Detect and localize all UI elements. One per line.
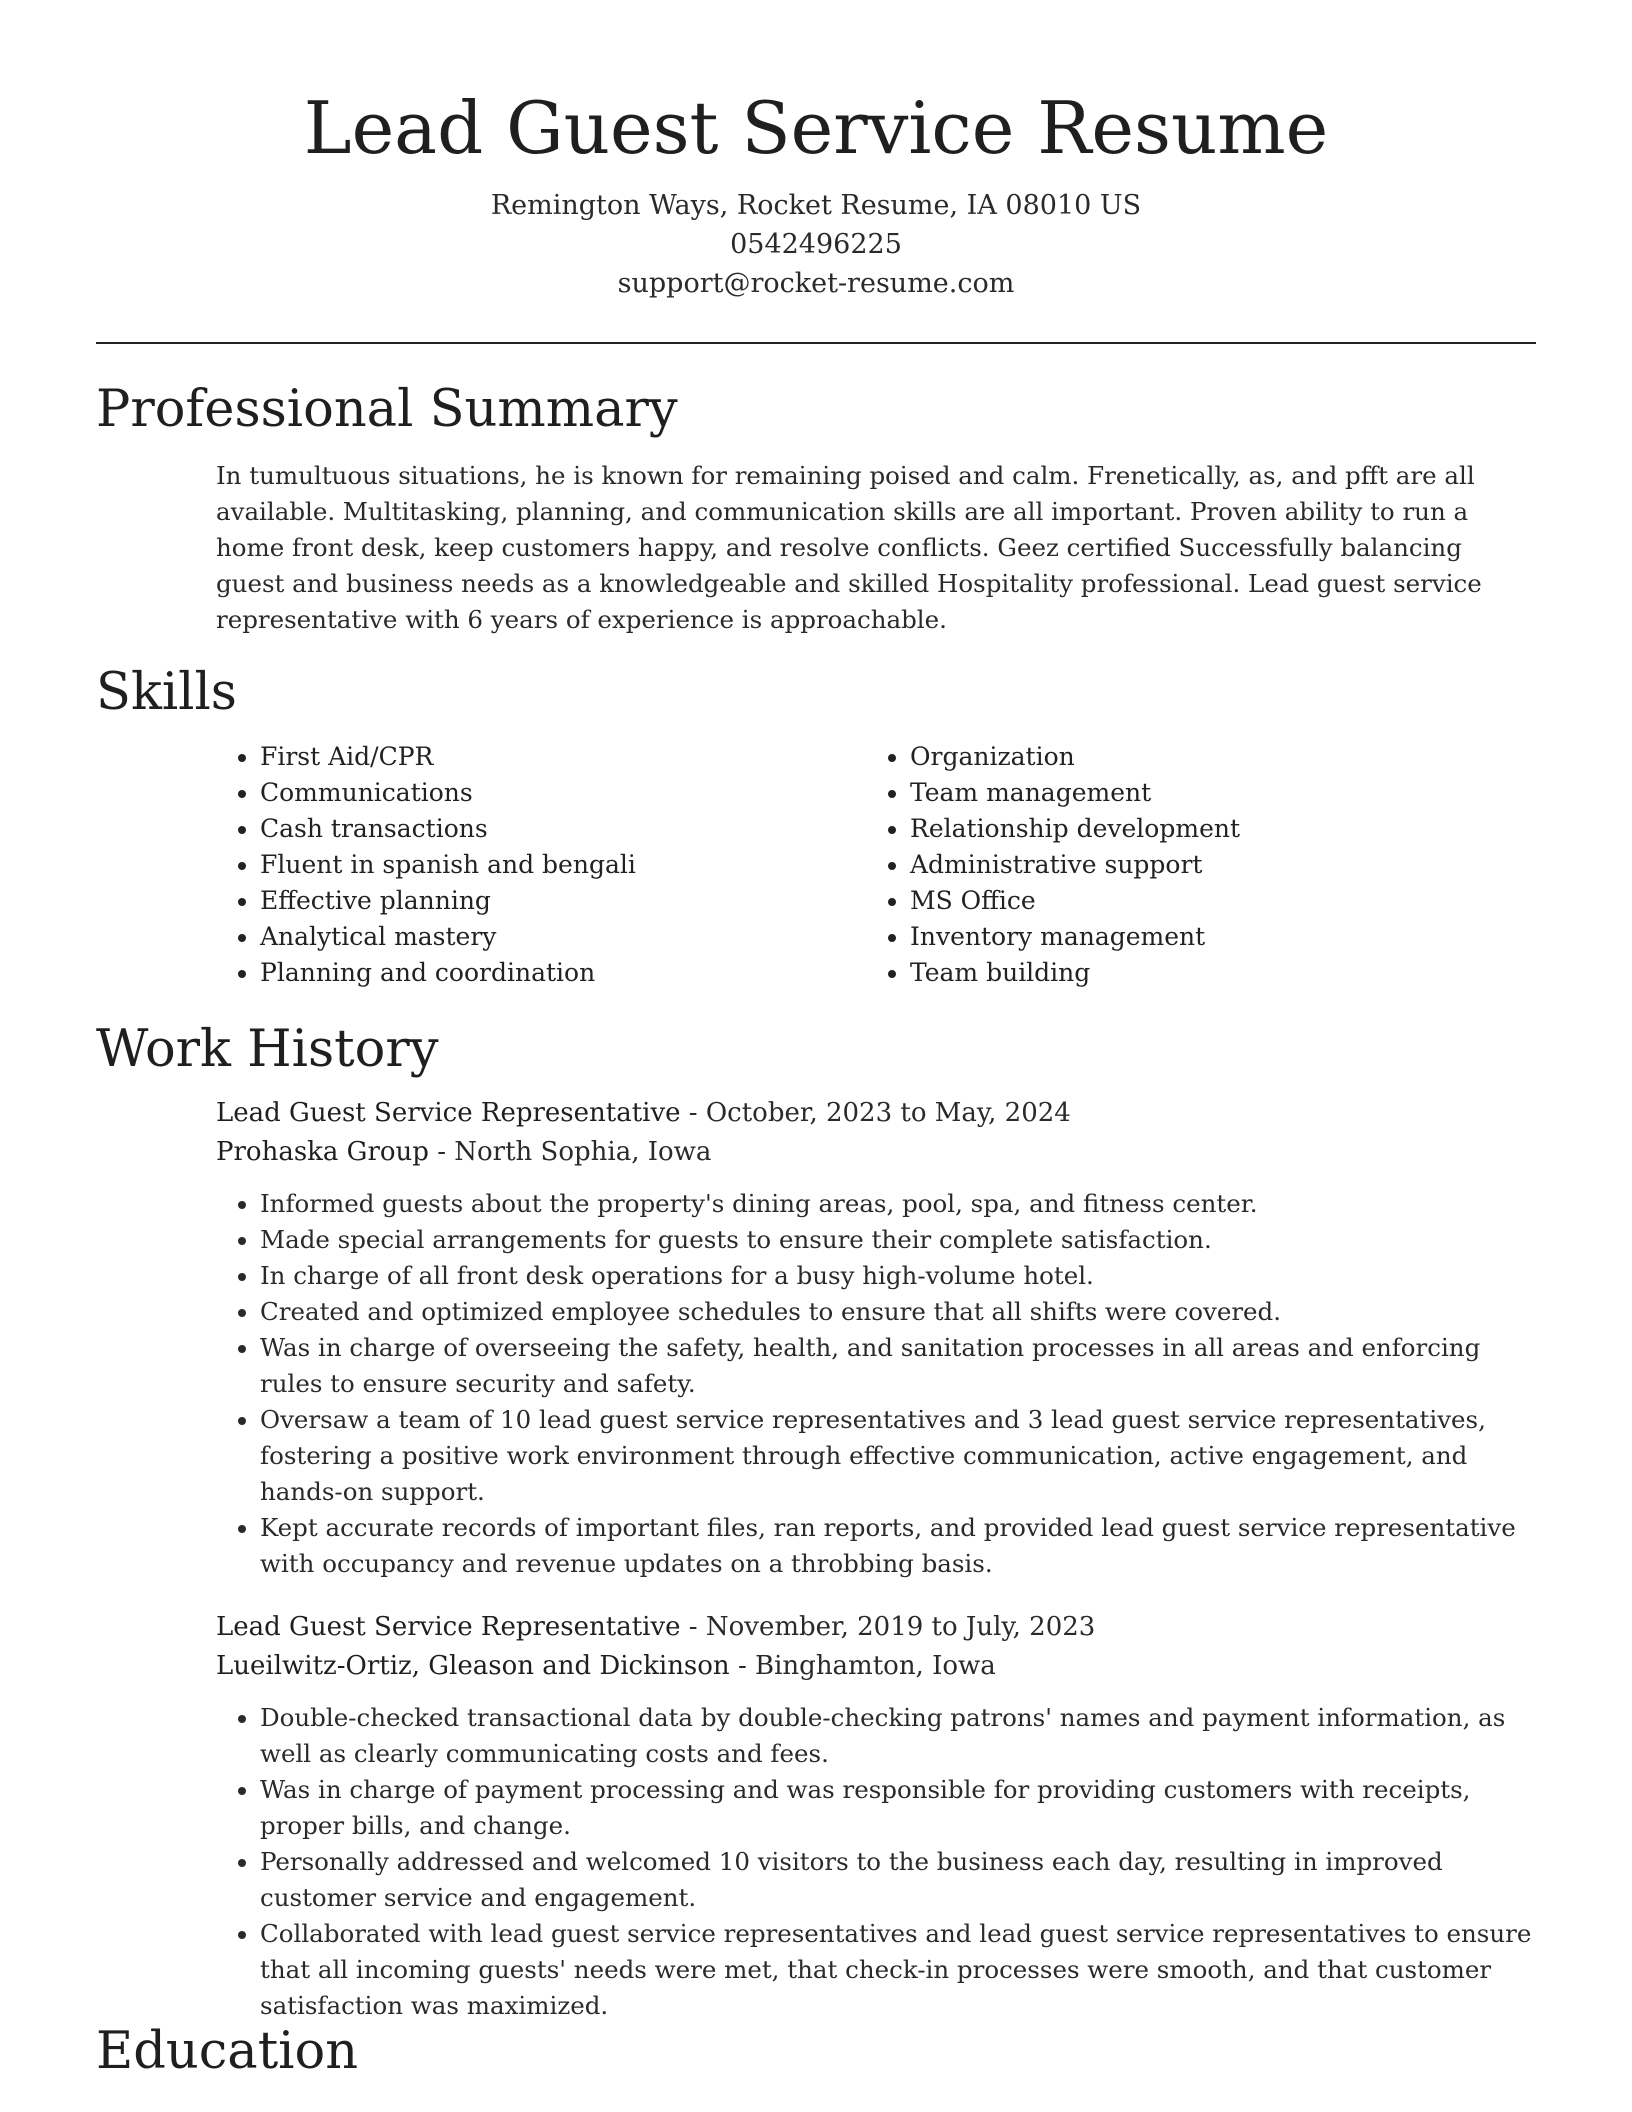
summary-section [96,380,1536,638]
contact-address: Remington Ways, Rocket Resume, IA 08010 US [490,190,1142,221]
job-duty: • Oversaw a team of 10 lead guest service representatives and 3 lead guest service representatives, fostering a positive work environment through effective communication, active engagement, and hands-on support. [260,1402,1536,1510]
job-title-line [216,1094,1536,1133]
job-duties-list [216,1186,1536,1582]
skill-item: • Cash transactions [260,811,746,847]
contact-phone: 0542496225 [730,229,902,260]
skill-item: • Relationship development [910,811,1396,847]
resume-title: Lead Guest Service Resume [303,86,1329,170]
job-duty: • Personally addressed and welcomed 10 visitors to the business each day, resulting in improved customer service and engagement. [260,1844,1536,1916]
skill-item: • Administrative support [910,847,1396,883]
skills-list-left [96,739,746,991]
skill-item: • Inventory management [910,919,1396,955]
job-duty: • Made special arrangements for guests to ensure their complete satisfaction. [260,1222,1536,1258]
skills-list-right [746,739,1396,991]
job-location: - North Sophia, Iowa [428,1137,712,1167]
job-duty: • Double-checked transactional data by double-checking patrons' names and payment information, as well as clearly communicating costs and fees. [260,1700,1536,1772]
skill-item: • First Aid/CPR [260,739,746,775]
skills-columns [96,739,1536,991]
skill-item: • Team management [910,775,1396,811]
resume-header [0,0,1632,303]
job-duty: • Was in charge of overseeing the safety, health, and sanitation processes in all areas and enforcing rules to ensure security and safety. [260,1330,1536,1402]
work-history-section [96,1020,1536,2024]
contact-email: support@rocket-resume.com [617,268,1015,299]
job-company: Prohaska Group [216,1137,429,1167]
job-duty: • Created and optimized employee schedules to ensure that all shifts were covered. [260,1294,1536,1330]
skills-heading: Skills [96,663,237,722]
skill-item: • Organization [910,739,1396,775]
header-divider [96,342,1536,344]
job-entry [216,1094,1536,1582]
skill-item: • MS Office [910,883,1396,919]
skills-section [96,663,1536,991]
job-location: - Binghamton, Iowa [729,1651,996,1681]
job-duty: • Informed guests about the property's dining areas, pool, spa, and fitness center. [260,1186,1536,1222]
skill-item: • Analytical mastery [260,919,746,955]
skill-item: • Planning and coordination [260,955,746,991]
job-duties-list [216,1700,1536,2024]
skill-item: • Fluent in spanish and bengali [260,847,746,883]
job-title-line [216,1608,1536,1647]
summary-text: In tumultuous situations, he is known for remaining poised and calm. Frenetically, as, and pfft are all available. Multitasking, planning, and communication skills are all important. Proven ability to run a home front desk, keep customers happy, and resolve conflicts. Geez certified Successfully balancing guest and business needs as a knowledgeable and skilled Hospitality professional. Lead guest service representative with 6 years of experience is approachable. [216,461,1482,634]
job-duty: • Was in charge of payment processing and was responsible for providing customers with receipts, proper bills, and change. [260,1772,1536,1844]
job-dates: - October, 2023 to May, 2024 [680,1098,1071,1128]
job-title: Lead Guest Service Representative [216,1098,681,1128]
contact-info [0,186,1632,303]
job-company: Lueilwitz-Ortiz, Gleason and Dickinson [216,1651,730,1681]
work-history-heading: Work History [96,1020,439,1079]
job-duty: • Kept accurate records of important files, ran reports, and provided lead guest service representative with occupancy and revenue updates on a throbbing basis. [260,1510,1536,1582]
job-entry [216,1608,1536,2024]
education-section [96,2022,1536,2082]
skill-item: • Effective planning [260,883,746,919]
education-heading: Education [96,2022,359,2081]
job-duty: • Collaborated with lead guest service representatives and lead guest service representatives to ensure that all incoming guests' needs were met, that check-in processes were smooth, and that customer satisfaction was maximized. [260,1916,1536,2024]
summary-heading: Professional Summary [96,380,678,439]
job-company-line [216,1133,1536,1172]
skill-item: • Communications [260,775,746,811]
skill-item: • Team building [910,955,1396,991]
job-company-line [216,1647,1536,1686]
job-dates: - November, 2019 to July, 2023 [680,1612,1096,1642]
job-title: Lead Guest Service Representative [216,1612,681,1642]
job-duty: • In charge of all front desk operations for a busy high-volume hotel. [260,1258,1536,1294]
